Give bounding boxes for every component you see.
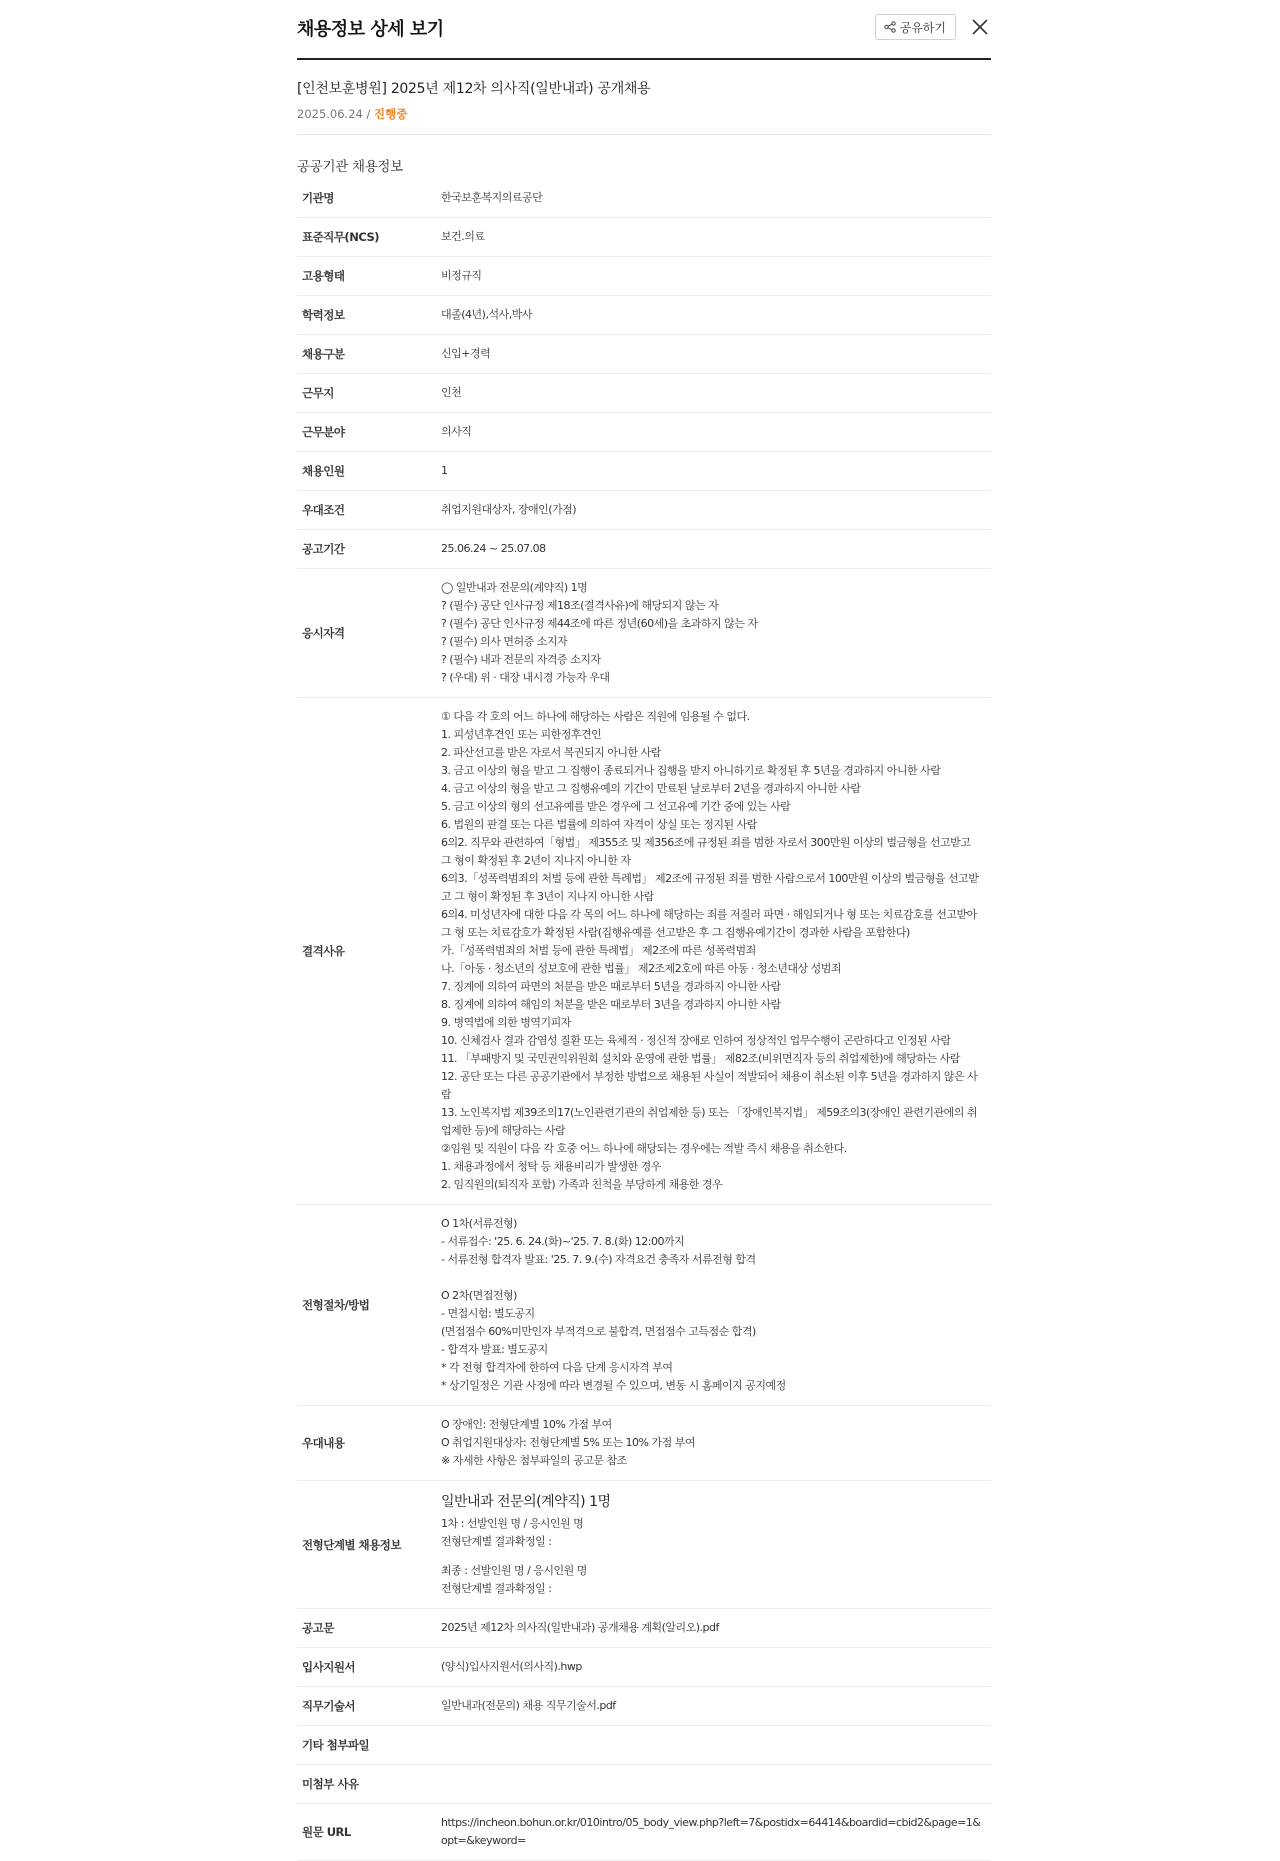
row-value bbox=[441, 1765, 991, 1804]
row-label: 고용형태 bbox=[297, 257, 441, 296]
text-line: ◯ 일반내과 전문의(계약직) 1명 bbox=[441, 581, 588, 594]
text-line: - 합격자 발표: 별도공지 bbox=[441, 1343, 548, 1356]
text-line: ? (필수) 공단 인사규정 제44조에 따른 정년(60세)을 초과하지 않는 자 bbox=[441, 617, 758, 630]
text-line: 전형단계별 결과확정일 : bbox=[441, 1535, 552, 1548]
text-line: 나.「아동 · 청소년의 성보호에 관한 법률」 제2조제2호에 따른 아동 · 청소년대상 성범죄 bbox=[441, 962, 841, 975]
text-line: 10. 신체검사 결과 감염성 질환 또는 육체적 · 정신적 장애로 인하여 정상적인 업무수행이 곤란하다고 인정된 사람 bbox=[441, 1034, 951, 1047]
row-employment-type bbox=[297, 257, 991, 296]
text-line: ? (우대) 위 · 대장 내시경 가능자 우대 bbox=[441, 671, 610, 684]
row-value: 1 bbox=[441, 452, 991, 491]
text-line: - 면접시험: 별도공지 bbox=[441, 1307, 535, 1320]
row-label: 결격사유 bbox=[297, 698, 441, 1205]
row-label: 채용인원 bbox=[297, 452, 441, 491]
text-line: - 서류전형 합격자 발표: '25. 7. 9.(수) 자격요건 충족자 서류전형 합격 bbox=[441, 1253, 756, 1266]
row-value: 비정규직 bbox=[441, 257, 991, 296]
row-value: 25.06.24 ~ 25.07.08 bbox=[441, 530, 991, 569]
row-label: 공고문 bbox=[297, 1609, 441, 1648]
page-title: 채용정보 상세 보기 bbox=[297, 19, 444, 40]
row-qualification bbox=[297, 569, 991, 698]
row-label: 미첨부 사유 bbox=[297, 1765, 441, 1804]
text-line: 2. 파산선고를 받은 자로서 복권되지 아니한 사람 bbox=[441, 746, 661, 759]
qualification-lines bbox=[441, 569, 991, 698]
row-label: 기타 첨부파일 bbox=[297, 1726, 441, 1765]
text-line: ? (필수) 의사 면허증 소지자 bbox=[441, 635, 568, 648]
row-disqualification bbox=[297, 698, 991, 1205]
row-headcount bbox=[297, 452, 991, 491]
text-line: 최종 : 선발인원 명 / 응시인원 명 bbox=[441, 1564, 587, 1577]
text-line: 2. 임직원의(퇴직자 포함) 가족과 친척을 부당하게 채용한 경우 bbox=[441, 1178, 723, 1191]
text-line: 13. 노인복지법 제39조의17(노인관련기관의 취업제한 등) 또는 「장애인복지법」 제59조의3(장애인 관련기관에의 취업제한 등)에 해당하는 사람 bbox=[441, 1106, 977, 1137]
spacer bbox=[441, 1551, 983, 1562]
status-badge: 진행중 bbox=[374, 107, 408, 121]
text-line: 1. 피성년후견인 또는 피한정후견인 bbox=[441, 728, 602, 741]
row-label: 전형절차/방법 bbox=[297, 1205, 441, 1406]
text-line: * 각 전형 합격자에 한하여 다음 단계 응시자격 부여 bbox=[441, 1361, 673, 1374]
job-detail-panel bbox=[297, 0, 991, 1861]
text-line: 12. 공단 또는 다른 공공기관에서 부정한 방법으로 채용된 사실이 적발되어 채용이 취소된 이후 5년을 경과하지 않은 사람 bbox=[441, 1070, 978, 1101]
row-label: 응시자격 bbox=[297, 569, 441, 698]
text-line: * 상기일정은 기관 사정에 따라 변경될 수 있으며, 변동 시 홈페이지 공지예정 bbox=[441, 1379, 786, 1392]
row-value: 신입+경력 bbox=[441, 335, 991, 374]
text-line: 3. 금고 이상의 형을 받고 그 집행이 종료되거나 집행을 받지 아니하기로 확정된 후 5년을 경과하지 아니한 사람 bbox=[441, 764, 941, 777]
share-icon bbox=[884, 21, 896, 33]
text-line: 1차 : 선발인원 명 / 응시인원 명 bbox=[441, 1517, 584, 1530]
row-hire-type bbox=[297, 335, 991, 374]
row-application bbox=[297, 1648, 991, 1687]
row-job-description bbox=[297, 1687, 991, 1726]
row-label: 우대내용 bbox=[297, 1406, 441, 1481]
text-line: O 2차(면접전형) bbox=[441, 1289, 517, 1302]
row-value: 보건.의료 bbox=[441, 218, 991, 257]
row-label: 근무분야 bbox=[297, 413, 441, 452]
section-title: 공공기관 채용정보 bbox=[297, 159, 403, 175]
disqualification-lines bbox=[441, 698, 991, 1205]
row-process bbox=[297, 1205, 991, 1406]
row-value: 의사직 bbox=[441, 413, 991, 452]
panel-header bbox=[297, 0, 991, 60]
row-value: 인천 bbox=[441, 374, 991, 413]
text-line: 5. 금고 이상의 형의 선고유예를 받은 경우에 그 선고유예 기간 중에 있는 사람 bbox=[441, 800, 791, 813]
text-line: 6의3.「성폭력범죄의 처벌 등에 관한 특례법」 제2조에 규정된 죄를 범한 사람으로서 100만원 이상의 벌금형을 선고받고 그 형이 확정된 후 3년이 지나지 아니한 사람 bbox=[441, 872, 979, 903]
close-button[interactable] bbox=[969, 16, 991, 38]
text-line: 8. 징계에 의하여 해임의 처분을 받은 때로부터 3년을 경과하지 아니한 사람 bbox=[441, 998, 781, 1011]
row-missing-reason bbox=[297, 1765, 991, 1804]
row-label: 원문 URL bbox=[297, 1804, 441, 1861]
row-ncs bbox=[297, 218, 991, 257]
process-lines bbox=[441, 1205, 991, 1406]
row-value bbox=[441, 1726, 991, 1765]
text-line bbox=[441, 1269, 983, 1287]
job-date: 2025.06.24 bbox=[297, 107, 363, 121]
job-description-file-link[interactable]: 일반내과(전문의) 채용 직무기술서.pdf bbox=[441, 1699, 616, 1712]
text-line: (면접점수 60%미만인자 부적격으로 불합격, 면접점수 고득점순 합격) bbox=[441, 1325, 756, 1338]
text-line: O 1차(서류전형) bbox=[441, 1217, 517, 1230]
text-line: 1. 채용과정에서 청탁 등 채용비리가 발생한 경우 bbox=[441, 1160, 661, 1173]
row-label: 기관명 bbox=[297, 179, 441, 218]
row-source-url bbox=[297, 1804, 991, 1861]
job-meta bbox=[297, 106, 991, 135]
job-title: [인천보훈병원] 2025년 제12차 의사직(일반내과) 공개채용 bbox=[297, 81, 651, 97]
row-label: 채용구분 bbox=[297, 335, 441, 374]
text-line: 전형단계별 결과확정일 : bbox=[441, 1582, 552, 1595]
stage-heading: 일반내과 전문의(계약직) 1명 bbox=[441, 1494, 611, 1510]
row-stage-info bbox=[297, 1481, 991, 1609]
row-value: 한국보훈복지의료공단 bbox=[441, 179, 991, 218]
benefits-lines bbox=[441, 1406, 991, 1481]
row-label: 입사지원서 bbox=[297, 1648, 441, 1687]
row-value: 취업지원대상자, 장애인(가점) bbox=[441, 491, 991, 530]
text-line: 6. 법원의 판결 또는 다른 법률에 의하여 자격이 상실 또는 정지된 사람 bbox=[441, 818, 757, 831]
row-agency bbox=[297, 179, 991, 218]
text-line: ※ 자세한 사항은 첨부파일의 공고문 참조 bbox=[441, 1454, 627, 1467]
row-value: 대졸(4년),석사,박사 bbox=[441, 296, 991, 335]
share-label: 공유하기 bbox=[899, 20, 946, 35]
row-label: 공고기간 bbox=[297, 530, 441, 569]
text-line: ②임원 및 직원이 다음 각 호중 어느 하나에 해당되는 경우에는 적발 즉시 채용을 취소한다. bbox=[441, 1142, 847, 1155]
row-field bbox=[297, 413, 991, 452]
row-label: 직무기술서 bbox=[297, 1687, 441, 1726]
text-line: - 서류접수: '25. 6. 24.(화)~'25. 7. 8.(화) 12:00까지 bbox=[441, 1235, 685, 1248]
row-label: 근무지 bbox=[297, 374, 441, 413]
row-notice bbox=[297, 1609, 991, 1648]
row-label: 표준직무(NCS) bbox=[297, 218, 441, 257]
job-info-table bbox=[297, 179, 991, 1861]
text-line: ? (필수) 공단 인사규정 제18조(결격사유)에 해당되지 않는 자 bbox=[441, 599, 719, 612]
text-line: 11. 「부패방지 및 국민권익위원회 설치와 운영에 관한 법률」 제82조(비위면직자 등의 취업제한)에 해당하는 사람 bbox=[441, 1052, 960, 1065]
close-icon bbox=[969, 16, 991, 38]
text-line: 가.「성폭력범죄의 처벌 등에 관한 특례법」 제2조에 따른 성폭력범죄 bbox=[441, 944, 756, 957]
meta-separator: / bbox=[362, 107, 375, 121]
text-line: ? (필수) 내과 전문의 자격증 소지자 bbox=[441, 653, 601, 666]
row-label: 우대조건 bbox=[297, 491, 441, 530]
text-line: 4. 금고 이상의 형을 받고 그 집행유예의 기간이 만료된 날로부터 2년을 경과하지 아니한 사람 bbox=[441, 782, 861, 795]
application-file-link[interactable]: (양식)입사지원서(의사직).hwp bbox=[441, 1660, 582, 1673]
text-line: 7. 징계에 의하여 파면의 처분을 받은 때로부터 5년을 경과하지 아니한 사람 bbox=[441, 980, 781, 993]
row-label: 학력정보 bbox=[297, 296, 441, 335]
row-location bbox=[297, 374, 991, 413]
share-button[interactable] bbox=[875, 14, 956, 40]
row-other-files bbox=[297, 1726, 991, 1765]
row-preference bbox=[297, 491, 991, 530]
text-line: ① 다음 각 호의 어느 하나에 해당하는 사람은 직원에 임용될 수 없다. bbox=[441, 710, 750, 723]
notice-file-link[interactable]: 2025년 제12차 의사직(일반내과) 공개채용 계획(알리오).pdf bbox=[441, 1621, 719, 1634]
stage-info-lines bbox=[441, 1481, 991, 1609]
text-line: O 취업지원대상자: 전형단계별 5% 또는 10% 가점 부여 bbox=[441, 1436, 696, 1449]
row-education bbox=[297, 296, 991, 335]
source-url-link[interactable]: https://incheon.bohun.or.kr/010intro/05_body_view.php?left=7&postidx=64414&boardid=cbid2&page=1&opt=&keyword= bbox=[441, 1816, 981, 1847]
row-period bbox=[297, 530, 991, 569]
text-line: 6의2. 직무와 관련하여「형법」 제355조 및 제356조에 규정된 죄를 범한 자로서 300만원 이상의 벌금형을 선고받고 그 형이 확정된 후 2년이 지나지 아니한 자 bbox=[441, 836, 974, 867]
row-label: 전형단계별 채용정보 bbox=[297, 1481, 441, 1609]
text-line: 6의4. 미성년자에 대한 다음 각 목의 어느 하나에 해당하는 죄를 저질러 파면 · 해임되거나 형 또는 치료감호를 선고받아 그 형 또는 치료감호가 확정된 사람(집행유예를 선고받은 후 그 집행유예기간이 경과한 사람을 포함한다) bbox=[441, 908, 980, 939]
row-benefits bbox=[297, 1406, 991, 1481]
text-line: 9. 병역법에 의한 병역기피자 bbox=[441, 1016, 571, 1029]
text-line: O 장애인: 전형단계별 10% 가점 부여 bbox=[441, 1418, 612, 1431]
